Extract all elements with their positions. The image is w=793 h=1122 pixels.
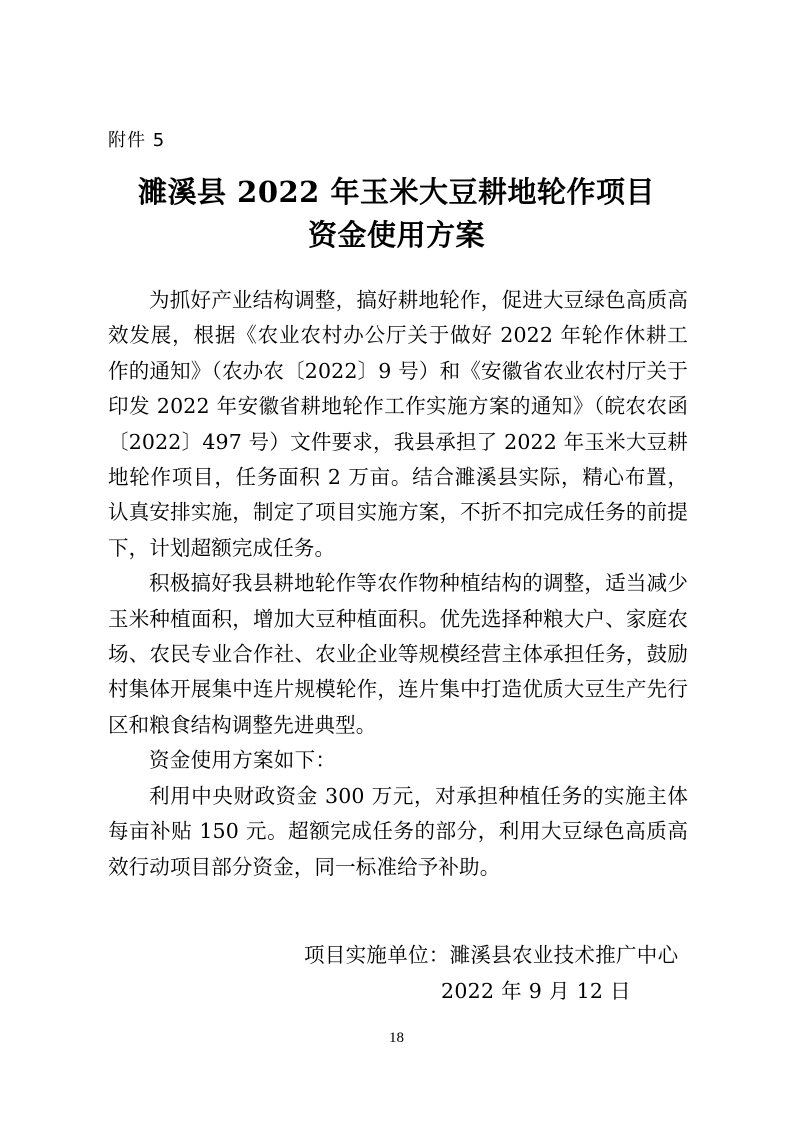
page-number: 18 [389,1030,404,1046]
attachment-label: 附件 5 [108,130,166,151]
paragraph-structure-adjustment: 积极搞好我县耕地轮作等农作物种植结构的调整，适当减少玉米种植面积，增加大豆种植面积。优先选择种粮大户、家庭农场、农民专业合作社、农业企业等规模经营主体承担任务，鼓励村集体开展集中连片规模轮作，连片集中打造优质大豆生产先行区和粮食结构调整先进典型。 [108,571,688,737]
paragraph-background: 为抓好产业结构调整，搞好耕地轮作，促进大豆绿色高质高效发展，根据《农业农村办公厅关于做好 2022 年轮作休耕工作的通知》（农办农〔2022〕9 号）和《安徽省农业农村厅关于印发 2022 年安徽省耕地轮作工作实施方案的通知》（皖农农函〔2022〕497 号）文件要求，我县承担了 2022 年玉米大豆耕地轮作项目，任务面积 2 万亩。结合濉溪县实际，精心布置，认真安排实施，制定了项目实施方案，不折不扣完成任务的前提下，计划超额完成任务。 [108,288,688,560]
document-body [108,283,688,885]
document-title-line-2: 资金使用方案 [307,218,485,252]
paragraph-fund-details: 利用中央财政资金 300 万元，对承担种植任务的实施主体每亩补贴 150 元。超额完成任务的部分，利用大豆绿色高质高效行动项目部分资金，同一标准给予补助。 [108,783,688,879]
signature-date: 2022 年 9 月 12 日 [441,979,631,1003]
paragraph-fund-plan-intro: 资金使用方案如下： [149,748,337,773]
implementing-organization: 项目实施单位：濉溪县农业技术推广中心 [304,943,679,967]
document-title-line-1: 濉溪县 2022 年玉米大豆耕地轮作项目 [138,175,655,209]
